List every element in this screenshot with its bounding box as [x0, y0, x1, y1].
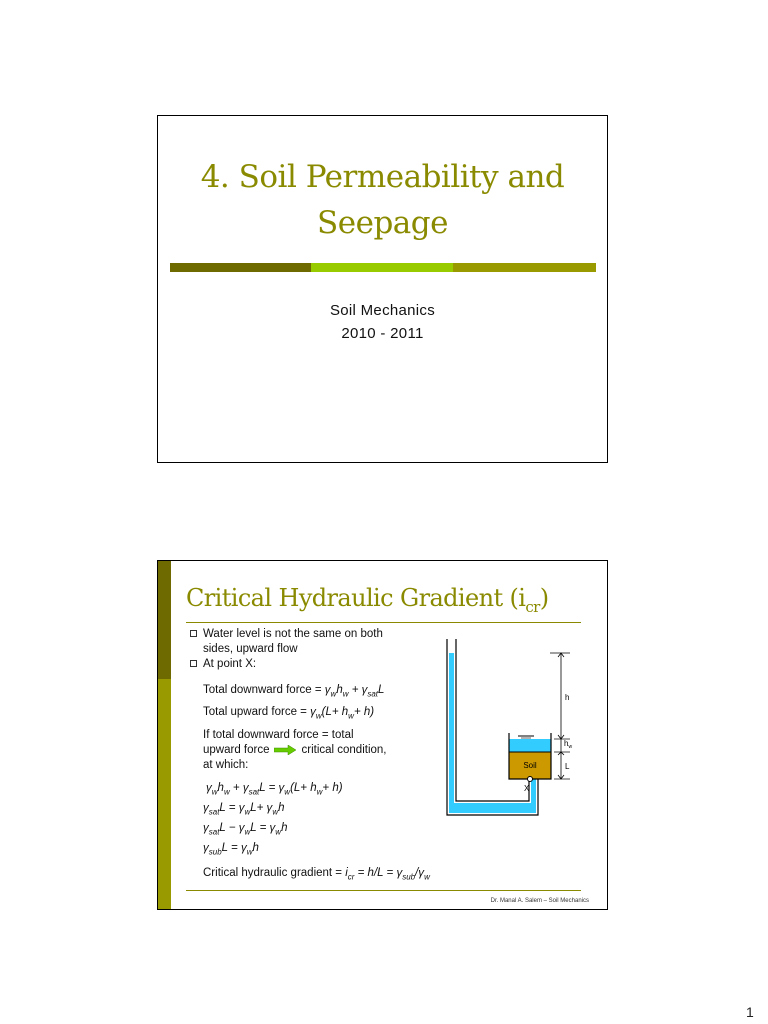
- l-label: L: [565, 762, 570, 771]
- heading-rule: [186, 622, 581, 623]
- academic-year: 2010 - 2011: [341, 325, 424, 342]
- condition-line-2: [203, 743, 387, 757]
- hw-label: [564, 739, 572, 750]
- permeameter-diagram: [438, 629, 598, 819]
- equation-step-1: $\gamma_{sat}L = \gamma_wL+ \gamma_wh$: [203, 802, 285, 817]
- downward-force: [203, 683, 384, 701]
- slide-title: [158, 154, 607, 246]
- slide-title-line-2: Seepage: [317, 205, 448, 241]
- slide-heading-close: ): [539, 584, 549, 612]
- equation-step-3: $\gamma_{sub}L = \gamma_wh$: [203, 842, 259, 857]
- left-tube-water: [449, 653, 454, 813]
- condition-line-3: at which:: [203, 759, 249, 771]
- upward-force: [203, 705, 374, 723]
- course-name: Soil Mechanics: [329, 302, 436, 319]
- bullet-1-line-2: sides, upward flow: [203, 643, 298, 655]
- bullet-2: At point X:: [203, 658, 257, 670]
- hw-label-h: h: [564, 739, 569, 748]
- slide-footer: Dr. Manal A. Salem – Soil Mechanics: [490, 898, 589, 904]
- critical-gradient-label: Critical hydraulic gradient =: [203, 867, 346, 879]
- upward-force-equation: $\gamma_w(L+ h_w+ h)$: [310, 706, 375, 721]
- critical-gradient-slide: [157, 560, 608, 910]
- condition-line-1: If total downward force = total: [203, 729, 354, 741]
- title-bar-dark: [170, 263, 311, 272]
- hw-label-sub: w: [568, 744, 573, 750]
- bullet-square-icon: [190, 630, 197, 637]
- slide-heading: [186, 584, 549, 616]
- downward-force-label: Total downward force =: [203, 684, 325, 696]
- page-number: 1: [746, 1004, 754, 1020]
- side-strip-dark: [158, 561, 171, 679]
- footer-rule: [186, 890, 581, 891]
- side-strip-mid: [158, 679, 171, 910]
- slide-heading-text: Critical Hydraulic Gradient (i: [186, 584, 526, 612]
- bottom-tube-water: [449, 803, 536, 813]
- right-tube-water: [531, 779, 536, 813]
- soil-label: Soil: [523, 761, 537, 770]
- balance-equation: $\gamma_wh_w + \gamma_{sat}L = \gamma_w(L+ h_w+ h)$: [206, 782, 343, 797]
- critical-gradient-equation: $i_{cr} = h/L = \gamma_{sub}/\gamma_w$: [345, 867, 430, 882]
- point-x-label: X: [524, 784, 530, 793]
- equation-step-2: $\gamma_{sat}L - \gamma_wL = \gamma_wh$: [203, 822, 288, 837]
- upward-force-label: Total upward force =: [203, 706, 311, 718]
- condition-line-2b: critical condition,: [301, 744, 387, 756]
- downward-force-equation: $\gamma_wh_w + \gamma_{sat}L$: [324, 684, 385, 699]
- slide-title-line-1: 4. Soil Permeability and: [200, 159, 565, 195]
- critical-gradient: [203, 866, 430, 884]
- bullet-square-icon: [190, 660, 197, 667]
- point-x-marker: [528, 777, 533, 782]
- title-bar-mid: [453, 263, 596, 272]
- bullet-1-line-1: Water level is not the same on both: [203, 628, 383, 640]
- condition-line-2a: upward force: [203, 744, 270, 756]
- right-arrow-icon: [274, 745, 296, 755]
- slide-heading-subscript: cr: [525, 597, 540, 616]
- container-water: [509, 739, 551, 752]
- h-label: h: [565, 693, 570, 702]
- title-bar-light: [311, 263, 453, 272]
- title-slide: [157, 115, 608, 463]
